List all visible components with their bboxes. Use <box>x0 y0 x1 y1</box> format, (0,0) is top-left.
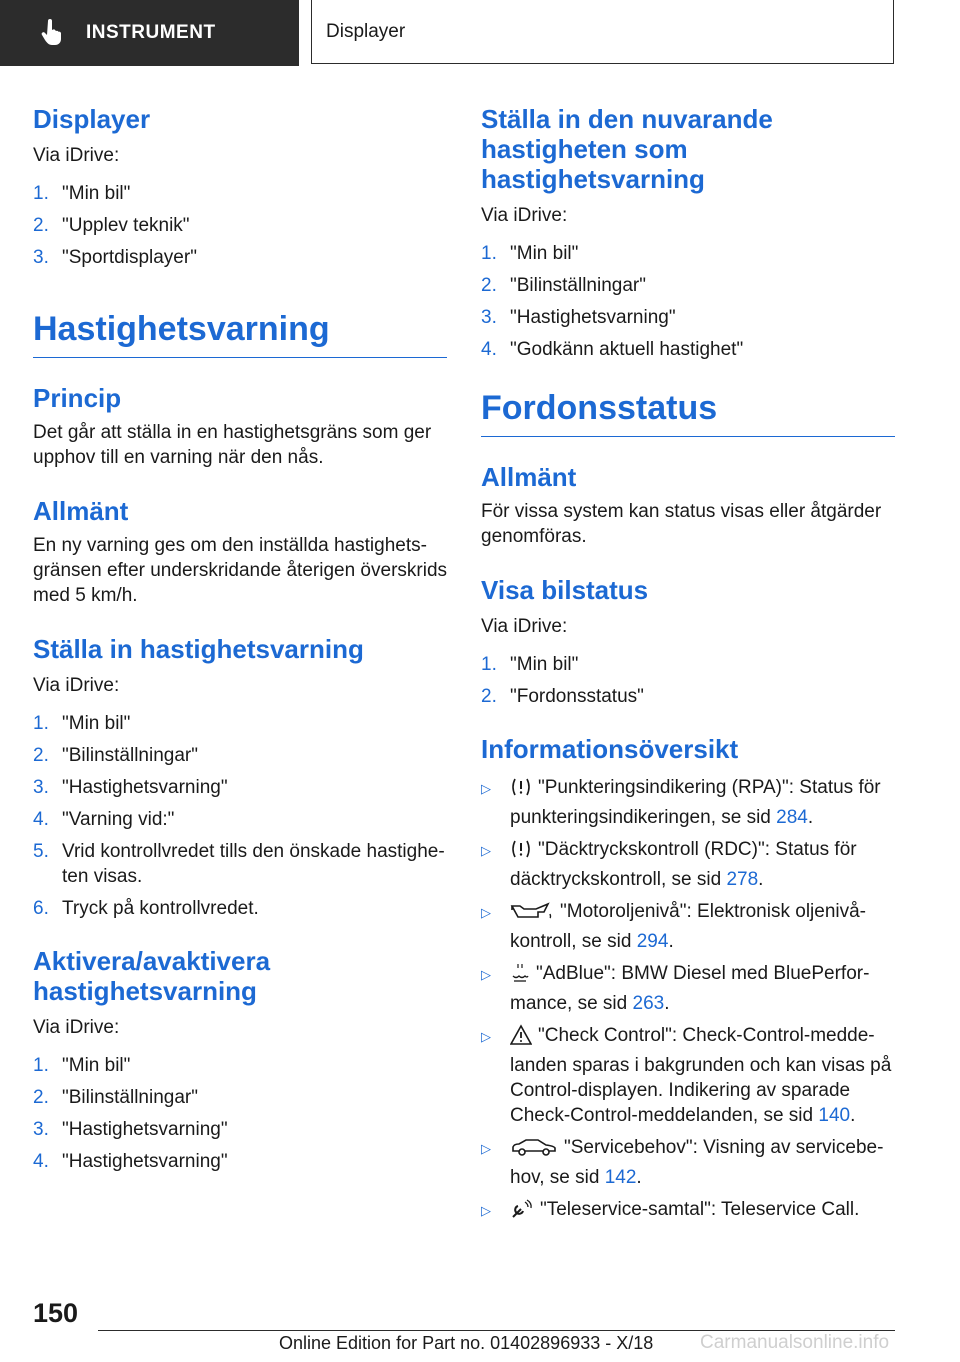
wrench-phone-icon <box>510 1198 534 1227</box>
step-item <box>33 775 447 800</box>
watermark: Carmanualsonline.info <box>700 1332 890 1353</box>
bullet-triangle-icon: ▷ <box>481 905 491 920</box>
step-text: "Min bil" <box>62 1055 131 1076</box>
step-number: 2. <box>33 1087 49 1108</box>
steps-aktivera <box>33 1053 447 1174</box>
step-item <box>33 807 447 832</box>
step-item <box>33 245 447 270</box>
edition-note: Online Edition for Part no. 01402896933 - X/18 <box>279 1333 654 1353</box>
step-item <box>33 181 447 206</box>
info-item-body <box>510 1197 895 1227</box>
section-tab <box>311 0 894 64</box>
footer-divider <box>98 1330 895 1331</box>
right-column <box>481 98 895 1234</box>
info-item-text: "Check Control": Check-Control-medde-landen sparas i bakgrunden och kan visas på Control-displayen. Indikering av sparade Check-Control-meddelanden, se sid <box>510 1025 892 1126</box>
info-item-text: "Servicebehov": Visning av servicebe-hov, se sid <box>510 1137 884 1188</box>
step-number: 3. <box>33 1119 49 1140</box>
step-item <box>481 305 895 330</box>
page-reference-link[interactable]: 142 <box>604 1167 637 1188</box>
step-item <box>481 684 895 709</box>
info-list <box>481 775 895 1227</box>
step-number: 1. <box>481 243 497 264</box>
section-title: Displayer <box>326 20 406 42</box>
step-item <box>33 1085 447 1110</box>
steps-nuvarande <box>481 241 895 362</box>
step-text: "Min bil" <box>510 654 579 675</box>
bullet-triangle-icon: ▷ <box>481 781 491 796</box>
step-item <box>481 652 895 677</box>
tire-warning-icon <box>510 776 532 805</box>
info-item <box>481 1135 895 1190</box>
text-princip: Det går att ställa in en hastighetsgräns som ger upphov till en varning när den nås. <box>33 422 432 468</box>
step-item <box>33 1053 447 1078</box>
car-service-icon <box>510 1136 558 1165</box>
heading-fordonsstatus: Fordonsstatus <box>481 388 895 437</box>
page-reference-link[interactable]: 284 <box>776 807 808 828</box>
step-text: "Min bil" <box>62 713 131 734</box>
step-number: 2. <box>481 275 497 296</box>
info-item-body <box>510 961 895 1016</box>
bullet-triangle-icon: ▷ <box>481 843 491 858</box>
info-item <box>481 837 895 892</box>
step-number: 2. <box>33 215 49 236</box>
heading-allmant: Allmänt <box>481 462 577 492</box>
adblue-icon <box>510 962 530 991</box>
via-idrive: Via iDrive: <box>33 1017 120 1038</box>
info-item-text: "Motoroljenivå": Elektronisk oljenivå-kontroll, se sid <box>510 901 867 952</box>
step-item <box>33 1149 447 1174</box>
step-text: "Upplev teknik" <box>62 215 190 236</box>
step-number: 3. <box>481 307 497 328</box>
info-item-tail: . <box>807 807 814 828</box>
step-number: 2. <box>33 745 49 766</box>
step-text: "Min bil" <box>510 243 579 264</box>
page-reference-link[interactable]: 278 <box>726 869 759 890</box>
step-number: 1. <box>481 654 497 675</box>
bullet-triangle-icon: ▷ <box>481 1203 491 1218</box>
step-text: Vrid kontrollvredet tills den önskade hastighe-ten visas. <box>62 841 445 887</box>
text-allmant: En ny varning ges om den inställda hastighets-gränsen efter underskridande återigen överskrids med 5 km/h. <box>33 535 448 606</box>
text-allmant: För vissa system kan status visas eller åtgärder genomföras. <box>481 501 882 547</box>
bullet-triangle-icon: ▷ <box>481 1141 491 1156</box>
step-text: "Min bil" <box>62 183 131 204</box>
info-item <box>481 961 895 1016</box>
step-number: 1. <box>33 183 49 204</box>
step-number: 5. <box>33 841 49 862</box>
step-number: 1. <box>33 713 49 734</box>
step-item <box>33 1117 447 1142</box>
heading-stalla-in: Ställa in hastighetsvarning <box>33 634 364 664</box>
step-item <box>481 337 895 362</box>
heading-visa-bilstatus: Visa bilstatus <box>481 575 649 605</box>
steps-stalla-in <box>33 711 447 921</box>
info-item-body <box>510 1023 895 1128</box>
bullet-triangle-icon: ▷ <box>481 1029 491 1044</box>
info-item-body <box>510 1135 895 1190</box>
step-item <box>33 839 447 889</box>
hand-pointer-icon <box>40 18 66 48</box>
oil-can-icon <box>510 900 554 929</box>
info-item <box>481 775 895 830</box>
step-text: "Hastighetsvarning" <box>510 307 676 328</box>
info-item-body <box>510 837 895 892</box>
steps-visa-bilstatus <box>481 652 895 709</box>
step-item <box>33 711 447 736</box>
step-item <box>33 743 447 768</box>
info-item <box>481 1023 895 1128</box>
tire-warning-icon <box>510 838 532 867</box>
heading-aktivera: Aktivera/avaktivera hastighetsvarning <box>33 946 271 1006</box>
info-item-tail: . <box>668 931 674 952</box>
info-item-tail: . <box>664 993 670 1014</box>
step-item <box>33 213 447 238</box>
step-text: "Hastighetsvarning" <box>62 1151 228 1172</box>
heading-informationsoversikt: Informationsöversikt <box>481 734 739 764</box>
step-number: 3. <box>33 247 49 268</box>
step-number: 6. <box>33 898 49 919</box>
info-item-text: "Punkteringsindikering (RPA)": Status för punkteringsindikeringen, se sid <box>510 777 881 828</box>
page-number: 150 <box>33 1298 79 1328</box>
chapter-title: INSTRUMENT <box>86 22 216 43</box>
via-idrive: Via iDrive: <box>481 616 568 637</box>
step-text: "Sportdisplayer" <box>62 247 197 268</box>
bullet-triangle-icon: ▷ <box>481 967 491 982</box>
step-text: "Bilinställningar" <box>62 1087 198 1108</box>
page-reference-link[interactable]: 140 <box>818 1105 851 1126</box>
step-text: "Bilinställningar" <box>510 275 646 296</box>
via-idrive: Via iDrive: <box>481 205 568 226</box>
heading-displayer: Displayer <box>33 104 151 134</box>
heading-nuvarande: Ställa in den nuvarande hastigheten som hastighetsvarning <box>481 104 773 194</box>
step-number: 3. <box>33 777 49 798</box>
step-text: "Varning vid:" <box>62 809 175 830</box>
step-text: "Fordonsstatus" <box>510 686 644 707</box>
left-column <box>33 98 447 1181</box>
step-text: "Godkänn aktuell hastighet" <box>510 339 744 360</box>
info-item-body <box>510 775 895 830</box>
info-item-text: "Däcktryckskontroll (RDC)": Status för däcktryckskontroll, se sid <box>510 839 857 890</box>
via-idrive: Via iDrive: <box>33 675 120 696</box>
step-text: "Bilinställningar" <box>62 745 198 766</box>
info-item-body <box>510 899 895 954</box>
heading-princip: Princip <box>33 383 122 413</box>
step-text: "Hastighetsvarning" <box>62 777 228 798</box>
info-item-tail: . <box>758 869 764 890</box>
info-item-tail: . <box>636 1167 642 1188</box>
page-reference-link[interactable]: 263 <box>632 993 665 1014</box>
info-item <box>481 1197 895 1227</box>
warning-triangle-icon <box>510 1024 532 1053</box>
chapter-tab <box>0 0 299 66</box>
step-number: 4. <box>33 1151 49 1172</box>
step-number: 4. <box>481 339 497 360</box>
step-item <box>481 241 895 266</box>
step-item <box>481 273 895 298</box>
info-item-text: "Teleservice-samtal": Teleservice Call. <box>540 1199 860 1220</box>
heading-hastighetsvarning: Hastighetsvarning <box>33 309 447 358</box>
step-number: 1. <box>33 1055 49 1076</box>
step-text: Tryck på kontrollvredet. <box>62 898 259 919</box>
info-item <box>481 899 895 954</box>
step-text: "Hastighetsvarning" <box>62 1119 228 1140</box>
info-item-tail: . <box>850 1105 856 1126</box>
via-idrive: Via iDrive: <box>33 145 120 166</box>
info-item-text: "AdBlue": BMW Diesel med BluePerfor-mance, se sid <box>510 963 870 1014</box>
step-number: 4. <box>33 809 49 830</box>
steps-displayer <box>33 181 447 270</box>
heading-allmant: Allmänt <box>33 496 129 526</box>
page-reference-link[interactable]: 294 <box>636 931 669 952</box>
step-item <box>33 896 447 921</box>
step-number: 2. <box>481 686 497 707</box>
